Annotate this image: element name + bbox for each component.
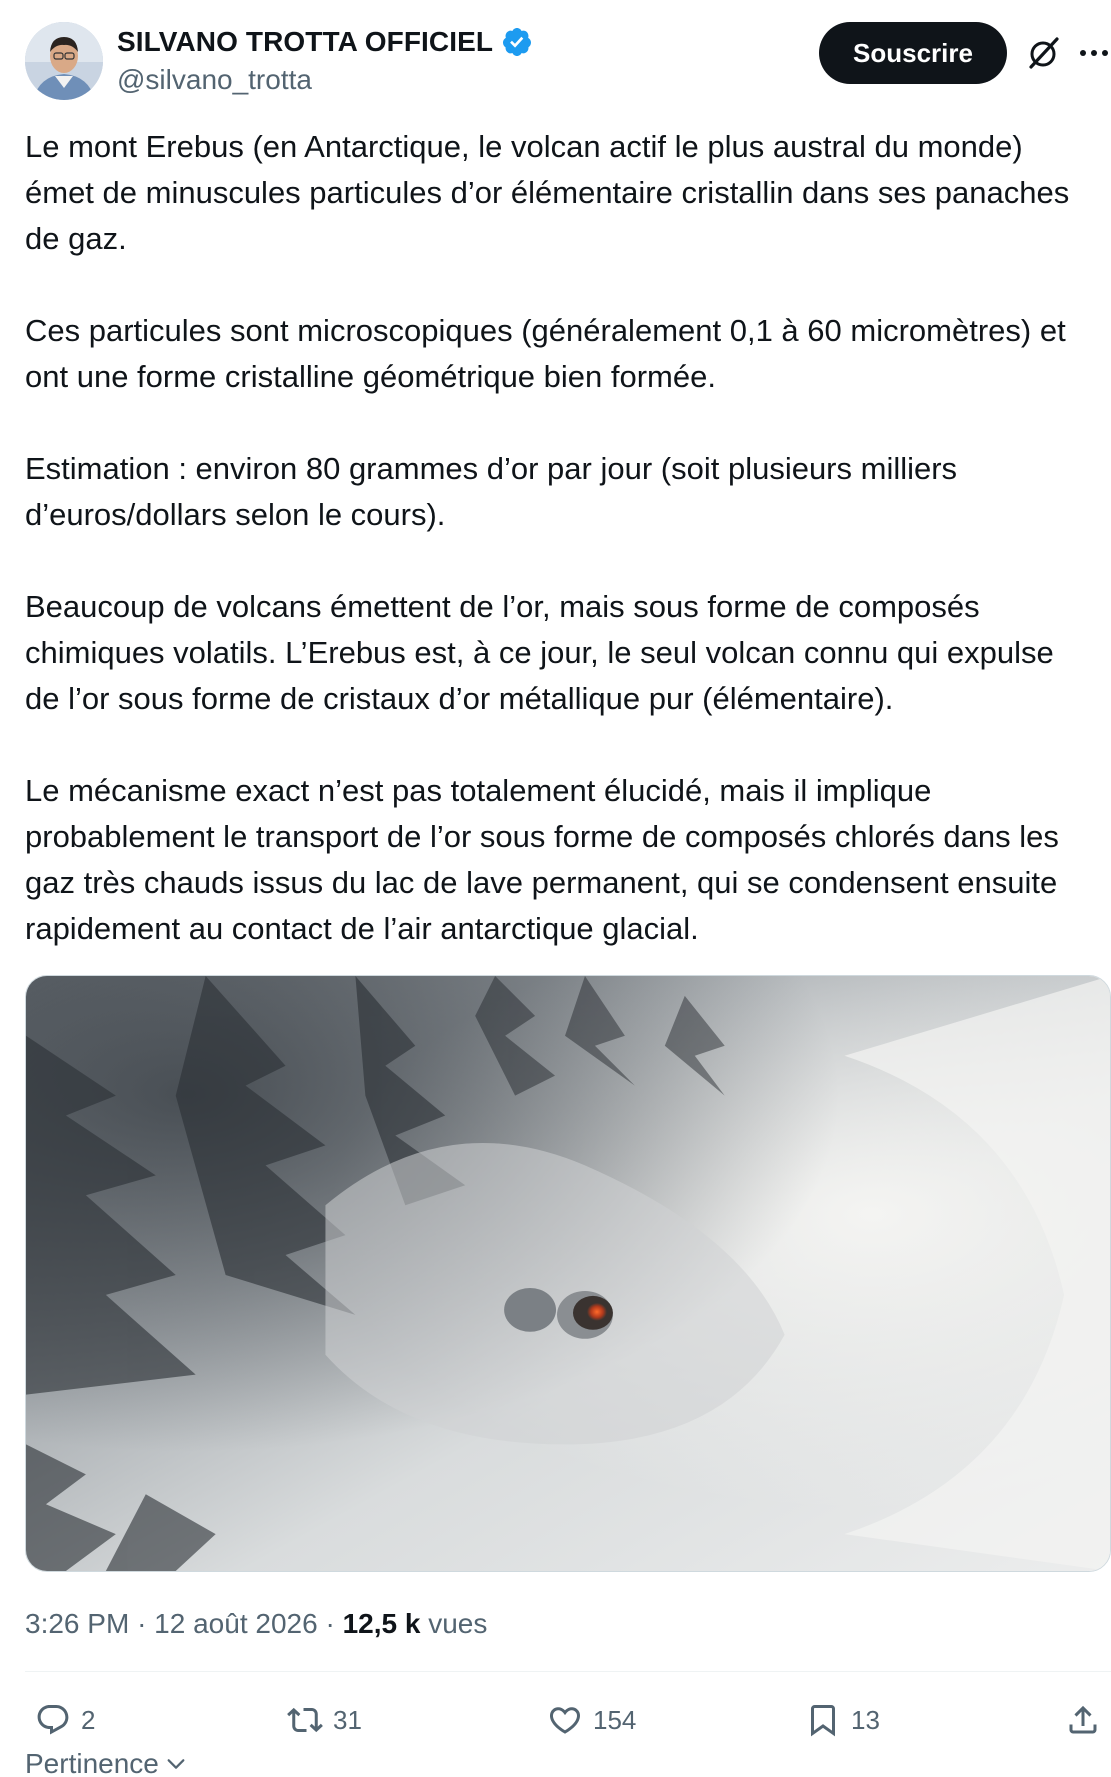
more-icon[interactable] (1077, 36, 1111, 70)
post-meta (25, 1606, 487, 1642)
like-button[interactable] (547, 1695, 636, 1745)
reply-icon (35, 1702, 71, 1738)
bookmark-icon (805, 1702, 841, 1738)
post-paragraph: Le mont Erebus (en Antarctique, le volcan actif le plus austral du monde) émet de minuscules particules d’or élémentaire cristallin dans ses panaches de gaz. (25, 129, 1070, 256)
meta-separator: · (137, 1608, 155, 1639)
share-button[interactable] (1065, 1695, 1101, 1745)
verified-badge-icon[interactable] (501, 26, 533, 58)
post-paragraph: Beaucoup de volcans émettent de l’or, mais sous forme de composés chimiques volatils. L’Erebus est, à ce jour, le seul volcan connu qui expulse de l’or sous forme de cristaux d’or métallique pur (élémentaire). (25, 589, 1054, 716)
grok-icon[interactable] (1025, 34, 1063, 72)
bookmark-count: 13 (851, 1704, 880, 1735)
share-icon (1065, 1702, 1101, 1738)
author-handle[interactable]: @silvano_trotta (117, 64, 312, 95)
subscribe-button[interactable]: Souscrire (819, 22, 1007, 84)
bookmark-button[interactable] (805, 1695, 880, 1745)
action-bar (25, 1695, 1086, 1745)
views-count: 12,5 k (342, 1608, 421, 1639)
repost-button[interactable] (287, 1695, 362, 1745)
like-count: 154 (593, 1704, 637, 1735)
divider (25, 1671, 1111, 1672)
author-name-row[interactable] (117, 24, 533, 60)
author-block (117, 24, 533, 98)
like-icon (547, 1702, 583, 1738)
post-header (25, 22, 1086, 102)
meta-separator: · (325, 1608, 343, 1639)
reply-button[interactable] (35, 1695, 95, 1745)
chevron-down-icon (165, 1753, 187, 1775)
avatar[interactable] (25, 22, 103, 100)
reply-count: 2 (81, 1704, 96, 1735)
post-paragraph: Le mécanisme exact n’est pas totalement élucidé, mais il implique probablement le transport de l’or sous forme de composés chlorés dans les gaz très chauds issus du lac de lave permanent, qui se condensent ensuite rapidement au contact de l’air antarctique glacial. (25, 773, 1059, 946)
post-date[interactable]: 12 août 2026 (154, 1608, 318, 1639)
post-image[interactable] (25, 975, 1111, 1572)
post-text (25, 124, 1095, 952)
views-label: vues (428, 1608, 488, 1639)
post-time[interactable]: 3:26 PM (25, 1608, 130, 1639)
sort-selector[interactable] (25, 1747, 187, 1777)
author-name[interactable]: SILVANO TROTTA OFFICIEL (117, 26, 494, 57)
sort-label: Pertinence (25, 1748, 159, 1777)
post-paragraph: Estimation : environ 80 grammes d’or par jour (soit plusieurs milliers d’euros/dollars selon le cours). (25, 451, 958, 532)
repost-count: 31 (333, 1704, 362, 1735)
repost-icon (287, 1702, 323, 1738)
post-paragraph: Ces particules sont microscopiques (généralement 0,1 à 60 micromètres) et ont une forme cristalline géométrique bien formée. (25, 313, 1066, 394)
volcano-crater-image (26, 976, 1110, 1571)
